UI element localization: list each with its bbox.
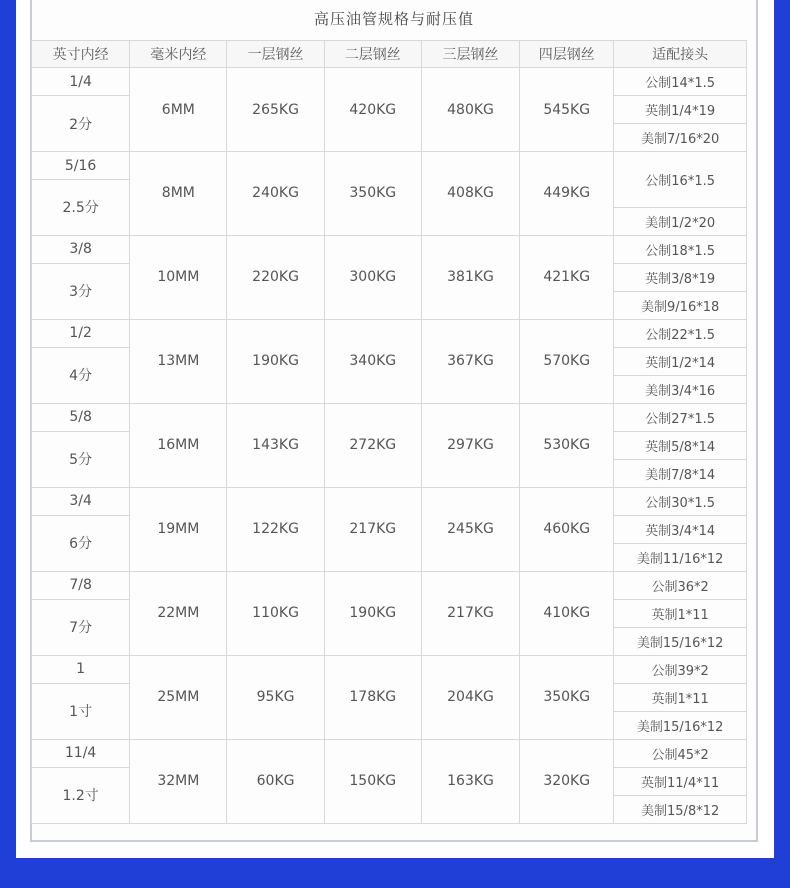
mm-size-cell: 6MM xyxy=(130,68,227,152)
fitting-cell: 公制18*1.5 xyxy=(614,235,747,263)
pressure-cell: 545KG xyxy=(520,68,614,152)
header-cell: 毫米内经 xyxy=(130,41,227,68)
pressure-cell: 245KG xyxy=(421,487,519,571)
fitting-cell: 美制9/16*18 xyxy=(614,291,747,319)
fitting-cell: 公制16*1.5 xyxy=(614,152,747,208)
pressure-cell: 410KG xyxy=(520,571,614,655)
pressure-cell: 350KG xyxy=(324,152,421,236)
pressure-cell: 408KG xyxy=(421,152,519,236)
inch-size-cell: 7分 xyxy=(32,599,130,655)
inch-size-cell: 5分 xyxy=(32,431,130,487)
pressure-cell: 204KG xyxy=(421,655,519,739)
fitting-cell: 英制3/4*14 xyxy=(614,515,747,543)
inch-size-cell: 5/8 xyxy=(32,403,130,431)
pressure-cell: 297KG xyxy=(421,403,519,487)
pressure-cell: 190KG xyxy=(324,571,421,655)
fitting-cell: 公制45*2 xyxy=(614,739,747,767)
inch-size-cell: 1 xyxy=(32,655,130,683)
mm-size-cell: 22MM xyxy=(130,571,227,655)
fitting-cell: 美制15/16*12 xyxy=(614,711,747,739)
pressure-cell: 217KG xyxy=(324,487,421,571)
inch-size-cell: 3分 xyxy=(32,263,130,319)
pressure-cell: 381KG xyxy=(421,235,519,319)
mm-size-cell: 8MM xyxy=(130,152,227,236)
fitting-cell: 公制36*2 xyxy=(614,571,747,599)
mm-size-cell: 16MM xyxy=(130,403,227,487)
fitting-cell: 美制11/16*12 xyxy=(614,543,747,571)
fitting-cell: 美制15/8*12 xyxy=(614,795,747,823)
fitting-cell: 英制3/8*19 xyxy=(614,263,747,291)
pressure-cell: 300KG xyxy=(324,235,421,319)
fitting-cell: 公制14*1.5 xyxy=(614,68,747,96)
inch-size-cell: 2分 xyxy=(32,96,130,152)
table-row xyxy=(32,235,747,263)
mm-size-cell: 32MM xyxy=(130,739,227,823)
inch-size-cell: 5/16 xyxy=(32,152,130,180)
mm-size-cell: 13MM xyxy=(130,319,227,403)
pressure-cell: 272KG xyxy=(324,403,421,487)
pressure-cell: 449KG xyxy=(520,152,614,236)
pressure-cell: 95KG xyxy=(227,655,324,739)
pressure-cell: 350KG xyxy=(520,655,614,739)
pressure-cell: 217KG xyxy=(421,571,519,655)
fitting-cell: 公制22*1.5 xyxy=(614,319,747,347)
pressure-cell: 110KG xyxy=(227,571,324,655)
fitting-cell: 美制3/4*16 xyxy=(614,375,747,403)
inch-size-cell: 1/4 xyxy=(32,68,130,96)
table-row xyxy=(32,487,747,515)
header-row xyxy=(32,41,747,68)
pressure-cell: 122KG xyxy=(227,487,324,571)
table-row xyxy=(32,319,747,347)
pressure-cell: 220KG xyxy=(227,235,324,319)
inch-size-cell: 11/4 xyxy=(32,739,130,767)
inch-size-cell: 1寸 xyxy=(32,683,130,739)
pressure-cell: 480KG xyxy=(421,68,519,152)
table-row xyxy=(32,403,747,431)
fitting-cell: 公制39*2 xyxy=(614,655,747,683)
mm-size-cell: 10MM xyxy=(130,235,227,319)
fitting-cell: 英制1*11 xyxy=(614,599,747,627)
header-cell: 英寸内经 xyxy=(32,41,130,68)
inch-size-cell: 4分 xyxy=(32,347,130,403)
header-cell: 四层钢丝 xyxy=(520,41,614,68)
pressure-cell: 570KG xyxy=(520,319,614,403)
pressure-cell: 163KG xyxy=(421,739,519,823)
table-row xyxy=(32,571,747,599)
table-row xyxy=(32,68,747,96)
fitting-cell: 美制7/8*14 xyxy=(614,459,747,487)
pressure-cell: 420KG xyxy=(324,68,421,152)
fitting-cell: 英制1/4*19 xyxy=(614,96,747,124)
fitting-cell: 公制27*1.5 xyxy=(614,403,747,431)
inch-size-cell: 3/8 xyxy=(32,235,130,263)
inch-size-cell: 6分 xyxy=(32,515,130,571)
pressure-cell: 421KG xyxy=(520,235,614,319)
fitting-cell: 美制15/16*12 xyxy=(614,627,747,655)
header-cell: 一层钢丝 xyxy=(227,41,324,68)
pressure-cell: 530KG xyxy=(520,403,614,487)
fitting-cell: 公制30*1.5 xyxy=(614,487,747,515)
fitting-cell: 英制11/4*11 xyxy=(614,767,747,795)
header-cell: 三层钢丝 xyxy=(421,41,519,68)
fitting-cell: 美制7/16*20 xyxy=(614,124,747,152)
pressure-cell: 178KG xyxy=(324,655,421,739)
pressure-cell: 320KG xyxy=(520,739,614,823)
fitting-cell: 英制1/2*14 xyxy=(614,347,747,375)
pressure-cell: 367KG xyxy=(421,319,519,403)
pressure-cell: 240KG xyxy=(227,152,324,236)
fitting-cell: 美制1/2*20 xyxy=(614,207,747,235)
pressure-cell: 265KG xyxy=(227,68,324,152)
pressure-cell: 143KG xyxy=(227,403,324,487)
pressure-cell: 150KG xyxy=(324,739,421,823)
fitting-cell: 英制5/8*14 xyxy=(614,431,747,459)
pressure-cell: 340KG xyxy=(324,319,421,403)
pressure-cell: 460KG xyxy=(520,487,614,571)
mm-size-cell: 19MM xyxy=(130,487,227,571)
table-row xyxy=(32,655,747,683)
page-title: 高压油管规格与耐压值 xyxy=(313,10,474,28)
fitting-cell: 英制1*11 xyxy=(614,683,747,711)
table-row xyxy=(32,152,747,180)
pressure-cell: 190KG xyxy=(227,319,324,403)
pressure-cell: 60KG xyxy=(227,739,324,823)
inch-size-cell: 7/8 xyxy=(32,571,130,599)
table-row xyxy=(32,739,747,767)
inch-size-cell: 1.2寸 xyxy=(32,767,130,823)
inch-size-cell: 1/2 xyxy=(32,319,130,347)
spec-table xyxy=(31,40,747,824)
header-cell: 适配接头 xyxy=(614,41,747,68)
mm-size-cell: 25MM xyxy=(130,655,227,739)
inch-size-cell: 2.5分 xyxy=(32,180,130,236)
inch-size-cell: 3/4 xyxy=(32,487,130,515)
header-cell: 二层钢丝 xyxy=(324,41,421,68)
